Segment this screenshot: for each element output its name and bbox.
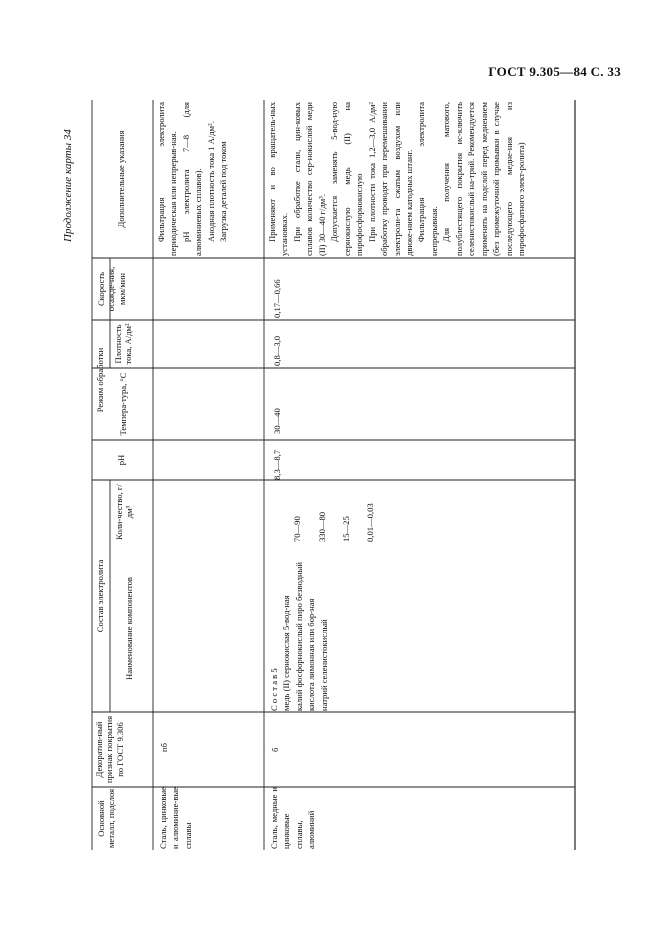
row1-note: Анодная плотность тока 1 А/дм². (205, 121, 216, 242)
row2-ph: 8,3—8,7 (272, 449, 282, 480)
quantity-value: 0,01—0,03 (365, 503, 375, 542)
row2-components (264, 545, 575, 712)
row1-note: Загрузка деталей под током (218, 141, 229, 242)
header-current-density: Плотность тока, А/дм² (113, 323, 134, 365)
row2-base-metal: Сталь, медные и цинковые сплавы, алюминий (269, 787, 317, 849)
row2-note: Допускается заменять 5-вод-ную сернокислую медь (II) на пирофосфорнокислую (329, 102, 365, 256)
component-item: кислота лимонная или бор-ная (306, 598, 317, 711)
quantity-value: 15—25 (341, 516, 351, 542)
row2-current-density: 0,8—3,0 (272, 335, 282, 366)
header-decorative: Декоратив-ный признак покрытия по ГОСТ 9.306 (94, 715, 125, 784)
header-notes: Дополнительные указания (116, 130, 126, 228)
header-mode-group: Режим обработки (95, 347, 105, 413)
quantity-value: 330—80 (317, 511, 327, 542)
header-base-metal: Основной металл, подслоя (96, 788, 117, 849)
page-header: ГОСТ 9.305—84 С. 33 (488, 64, 621, 79)
component-item: калий фосфорнокислый пиро безводный (293, 562, 304, 711)
row2-note: Применяют и во вращатель-ных установках. (267, 102, 290, 256)
header-component-name: Наименование компонентов (124, 577, 134, 680)
composition-title: С о с т а в 5 (269, 668, 279, 711)
row1-decorative: пб (159, 743, 169, 752)
header-temperature: Темпера-тура, °С (118, 372, 128, 436)
header-ph: pH (116, 454, 126, 466)
quantity-value: 70—90 (292, 516, 302, 542)
row1-base-metal: Сталь, цинковые и алюминие-вые сплавы (158, 787, 193, 849)
component-item: натрий селенистокислый (318, 619, 329, 711)
row1-notes (153, 100, 264, 258)
row2-decorative: б (270, 747, 280, 752)
row2-note: При плотности тока 1,2—3,0 А/дм² обработку проводят при перемешивании электроли-та сжатым воздухом или движе-нием катодных штанг. (366, 102, 414, 256)
row2-note: Для получения матового, полублестящего покрытия ис-ключить селенистокислый на-трий. Рекомендуется применять на подслой перед меднением (без промежуточной промывки в случае последующего медне-ния из пирофосфатного элект-ролита) (441, 102, 527, 256)
row2-temperature: 30—40 (272, 408, 282, 434)
header-composition-group: Состав электролита (95, 559, 105, 633)
component-item: медь (II) сернокислая 5-вод-ная (281, 595, 292, 711)
row1-note: pH электролита 7—8 (для алюминиевых сплавов). (180, 102, 204, 256)
row2-note: При обработке стали, цин-ковых сплавов количество сер-нокислой меди (II) 30—40 г/дм³. (291, 102, 327, 256)
row2-quantities (264, 480, 575, 545)
header-quantity: Коли-чество, г/дм³ (114, 484, 135, 540)
row2-notes (264, 100, 575, 258)
header-deposition-speed: Скорость осажде-ния, мкм/мин (96, 266, 127, 312)
row1-note: Фильтрация электролита периодическая или непрерыв-ная. (156, 102, 179, 256)
continuation-label: Продолжение карты 34 (62, 129, 74, 242)
row2-deposition-speed: 0,17—0,66 (272, 279, 282, 318)
row2-note: Фильтрация электролита непрерывная. (416, 102, 439, 256)
